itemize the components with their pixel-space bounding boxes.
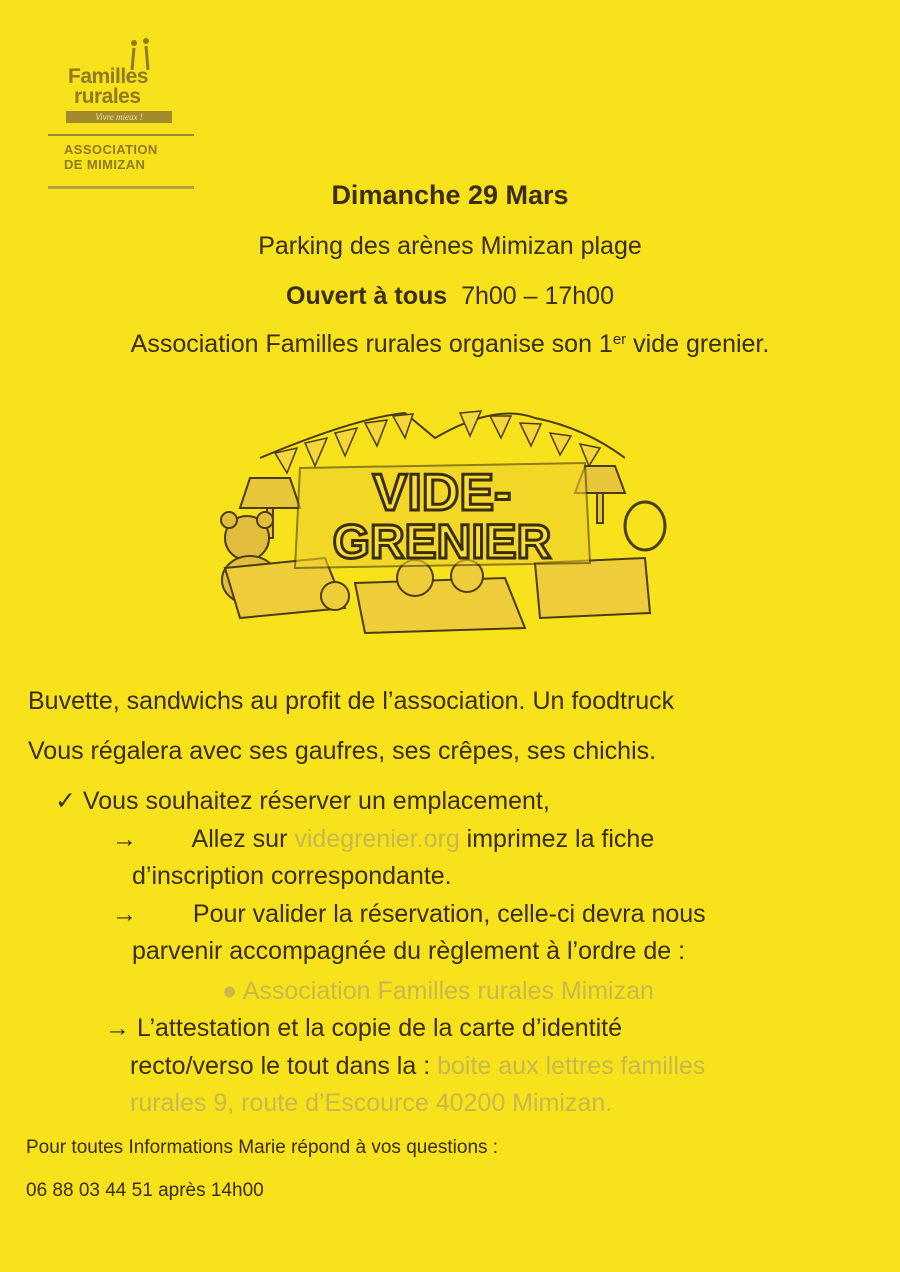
regalera-line: Vous régalera avec ses gaufres, ses crêpes, ses chichis. <box>28 737 657 765</box>
organise-pre: Association Familles rurales organise son 1 <box>130 330 613 358</box>
logo-tagline: Vivre mieux ! <box>66 111 172 123</box>
logo-word-rurales: rurales <box>74 85 141 108</box>
illustration-title-2: GRENIER <box>332 516 552 569</box>
logo-assoc-line1: ASSOCIATION <box>64 142 158 157</box>
arrow-right-icon: → <box>112 825 137 853</box>
logo-assoc-line2: DE MIMIZAN <box>64 157 146 172</box>
open-label: Ouvert à tous <box>286 282 448 310</box>
payee-line <box>222 976 654 1006</box>
step2-line2: parvenir accompagnée du règlement à l’ordre de : <box>132 937 686 965</box>
reserve-line <box>55 786 550 816</box>
step3-line2 <box>130 1051 705 1081</box>
logo-association-name <box>64 142 158 172</box>
illustration-title-1: VIDE- <box>372 464 512 522</box>
checkmark-icon: ✓ <box>55 787 76 815</box>
buvette-line: Buvette, sandwichs au profit de l’association. Un foodtruck <box>28 687 675 715</box>
vide-grenier-illustration <box>205 398 675 643</box>
info-line: Pour toutes Informations Marie répond à vos questions : <box>26 1137 499 1158</box>
step1-post: imprimez la fiche <box>459 825 655 853</box>
step1-line2: d’inscription correspondante. <box>132 862 452 890</box>
step3-text: L’attestation et la copie de la carte d’identité <box>136 1014 622 1042</box>
event-date: Dimanche 29 Mars <box>331 180 569 210</box>
organise-sup: er <box>612 331 627 348</box>
open-hours: 7h00 – 17h00 <box>461 282 614 310</box>
logo-word-familles: Familles <box>68 65 149 88</box>
association-logo <box>48 38 198 198</box>
arrow-right-icon: → <box>105 1014 130 1042</box>
bullet-icon: ● <box>222 977 238 1005</box>
event-place: Parking des arènes Mimizan plage <box>258 232 642 260</box>
step3-line3: rurales 9, route d’Escource 40200 Mimizan. <box>130 1089 613 1117</box>
reserve-text: Vous souhaitez réserver un emplacement, <box>82 787 550 815</box>
phone-line: 06 88 03 44 51 après 14h00 <box>26 1180 264 1201</box>
videgrenier-link[interactable]: videgrenier.org <box>294 825 460 853</box>
payee-text: Association Familles rurales Mimizan <box>242 977 654 1005</box>
logo-divider <box>48 134 194 136</box>
step2-text: Pour valider la réservation, celle-ci devra nous <box>192 900 706 928</box>
step3-line2-pre: recto/verso le tout dans la : <box>130 1052 438 1080</box>
step1-line1 <box>112 824 654 854</box>
step2-line1 <box>112 899 706 929</box>
event-hours-line <box>0 281 900 311</box>
step3-line1 <box>105 1013 622 1043</box>
step1-pre: Allez sur <box>191 825 295 853</box>
step3-line2-faded: boite aux lettres familles <box>437 1052 706 1080</box>
arrow-right-icon: → <box>112 900 137 928</box>
organise-post: vide grenier. <box>626 330 770 358</box>
organise-line <box>0 329 900 359</box>
